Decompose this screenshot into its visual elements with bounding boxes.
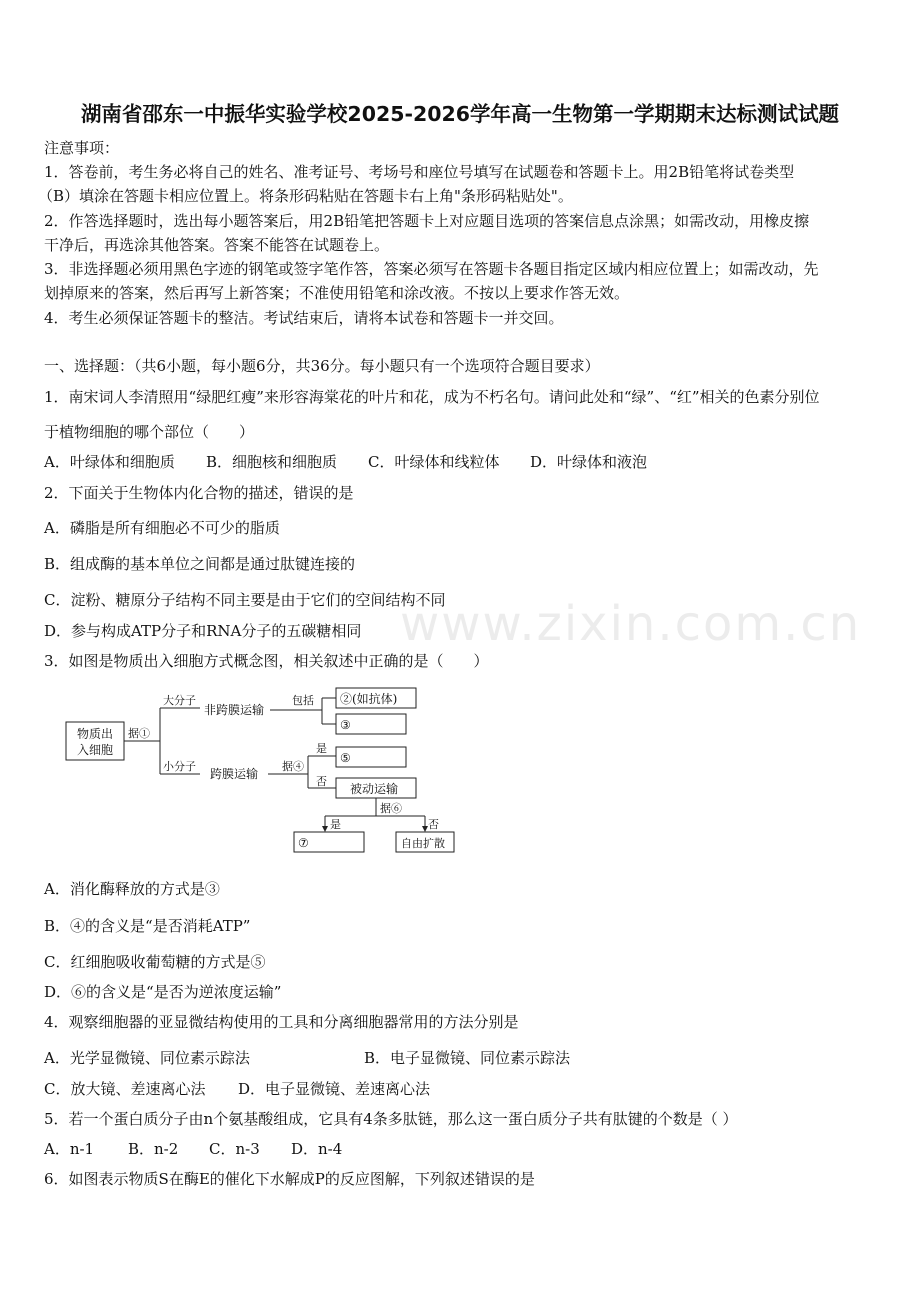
q4-option-c: C．放大镜、差速离心法 — [44, 1080, 206, 1098]
q3-option-c: C．红细胞吸收葡萄糖的方式是⑤ — [44, 953, 266, 971]
no-label-1: 否 — [316, 775, 327, 788]
free-diffusion-text: 自由扩散 — [401, 837, 445, 850]
page-title: 湖南省邵东一中振华实验学校2025-2026学年高一生物第一学期期末达标测试试题 — [80, 102, 840, 126]
q1-option-b: B．细胞核和细胞质 — [206, 453, 338, 471]
q3-option-a: A．消化酶释放的方式是③ — [44, 880, 220, 898]
big-molecule-label: 大分子 — [163, 694, 196, 707]
q1-option-c: C．叶绿体和线粒体 — [368, 453, 500, 471]
notice-line: 4．考生必须保证答题卡的整洁。考试结束后，请将本试卷和答题卡一并交回。 — [44, 309, 564, 327]
q1-option-a: A．叶绿体和细胞质 — [44, 453, 175, 471]
ju1-label: 据① — [128, 727, 150, 740]
q2-stem: 2．下面关于生物体内化合物的描述，错误的是 — [44, 484, 354, 502]
notice-line: 2．作答选择题时，选出每小题答案后，用2B铅笔把答题卡上对应题目选项的答案信息点涂黑；如需改动，用橡皮擦 — [44, 212, 810, 230]
root-label-2: 入细胞 — [76, 743, 114, 757]
box-7-text: ⑦ — [298, 836, 309, 850]
box-3-text: ③ — [340, 718, 351, 732]
yes-label-1: 是 — [316, 742, 327, 755]
q2-option-a: A．磷脂是所有细胞必不可少的脂质 — [44, 519, 280, 537]
q6-stem: 6．如图表示物质S在酶E的催化下水解成P的反应图解，下列叙述错误的是 — [44, 1170, 535, 1188]
q2-option-c: C．淀粉、糖原分子结构不同主要是由于它们的空间结构不同 — [44, 591, 446, 609]
q2-option-b: B．组成酶的基本单位之间都是通过肽键连接的 — [44, 555, 356, 573]
q1-option-d: D．叶绿体和液泡 — [530, 453, 648, 471]
q3-option-d: D．⑥的含义是“是否为逆浓度运输” — [44, 983, 282, 1001]
q5-option-d: D．n-4 — [291, 1140, 343, 1158]
watermark: www.zixin.com.cn — [400, 596, 862, 652]
section-header: 一、选择题：（共6小题，每小题6分，共36分。每小题只有一个选项符合题目要求） — [44, 357, 600, 375]
no-label-2: 否 — [428, 818, 439, 831]
notice-line: 干净后，再选涂其他答案。答案不能答在试题卷上。 — [44, 236, 390, 254]
ju4-label: 据④ — [282, 760, 304, 773]
passive-transport-text: 被动运输 — [350, 782, 399, 796]
notice-line: 划掉原来的答案，然后再写上新答案；不准使用铅笔和涂改液。不按以上要求作答无效。 — [44, 284, 630, 302]
q2-option-d: D．参与构成ATP分子和RNA分子的五碳糖相同 — [44, 622, 362, 640]
q4-option-d: D．电子显微镜、差速离心法 — [238, 1080, 431, 1098]
q3-option-b: B．④的含义是“是否消耗ATP” — [44, 917, 251, 935]
notice-line: 1．答卷前，考生务必将自己的姓名、准考证号、考场号和座位号填写在试题卷和答题卡上。用2B铅笔将试卷类型 — [44, 163, 795, 181]
q4-option-a: A．光学显微镜、同位素示踪法 — [44, 1049, 250, 1067]
include-label: 包括 — [292, 694, 314, 707]
yes-label-2: 是 — [330, 818, 341, 831]
box-2-text: ②(如抗体) — [340, 692, 398, 706]
q1-stem-cont: 于植物细胞的哪个部位（ ） — [44, 423, 255, 441]
q5-stem: 5．若一个蛋白质分子由n个氨基酸组成，它具有4条多肽链，那么这一蛋白质分子共有肽键的个数是（ ） — [44, 1110, 738, 1128]
ju6-label: 据⑥ — [380, 802, 402, 815]
q3-stem: 3．如图是物质出入细胞方式概念图，相关叙述中正确的是（ ） — [44, 652, 489, 670]
q4-stem: 4．观察细胞器的亚显微结构使用的工具和分离细胞器常用的方法分别是 — [44, 1013, 519, 1031]
notice-line: （B）填涂在答题卡相应位置上。将条形码粘贴在答题卡右上角"条形码粘贴处"。 — [38, 187, 573, 205]
q5-option-c: C．n-3 — [209, 1140, 260, 1158]
q4-option-b: B．电子显微镜、同位素示踪法 — [364, 1049, 571, 1067]
root-label-1: 物质出 — [76, 727, 114, 741]
transmembrane-label: 跨膜运输 — [210, 767, 259, 781]
q1-stem: 1．南宋词人李清照用“绿肥红瘦”来形容海棠花的叶片和花，成为不朽名句。请问此处和“绿”、“红”相关的色素分别位 — [44, 388, 820, 406]
q5-option-a: A．n-1 — [44, 1140, 95, 1158]
notice-heading: 注意事项： — [44, 139, 120, 157]
small-molecule-label: 小分子 — [163, 760, 196, 773]
box-5-text: ⑤ — [340, 751, 351, 765]
notice-line: 3．非选择题必须用黑色字迹的钢笔或签字笔作答，答案必须写在答题卡各题目指定区域内相应位置上；如需改动，先 — [44, 260, 819, 278]
q3-concept-diagram — [60, 686, 460, 858]
q5-option-b: B．n-2 — [128, 1140, 179, 1158]
non-transmembrane-label: 非跨膜运输 — [204, 703, 265, 717]
